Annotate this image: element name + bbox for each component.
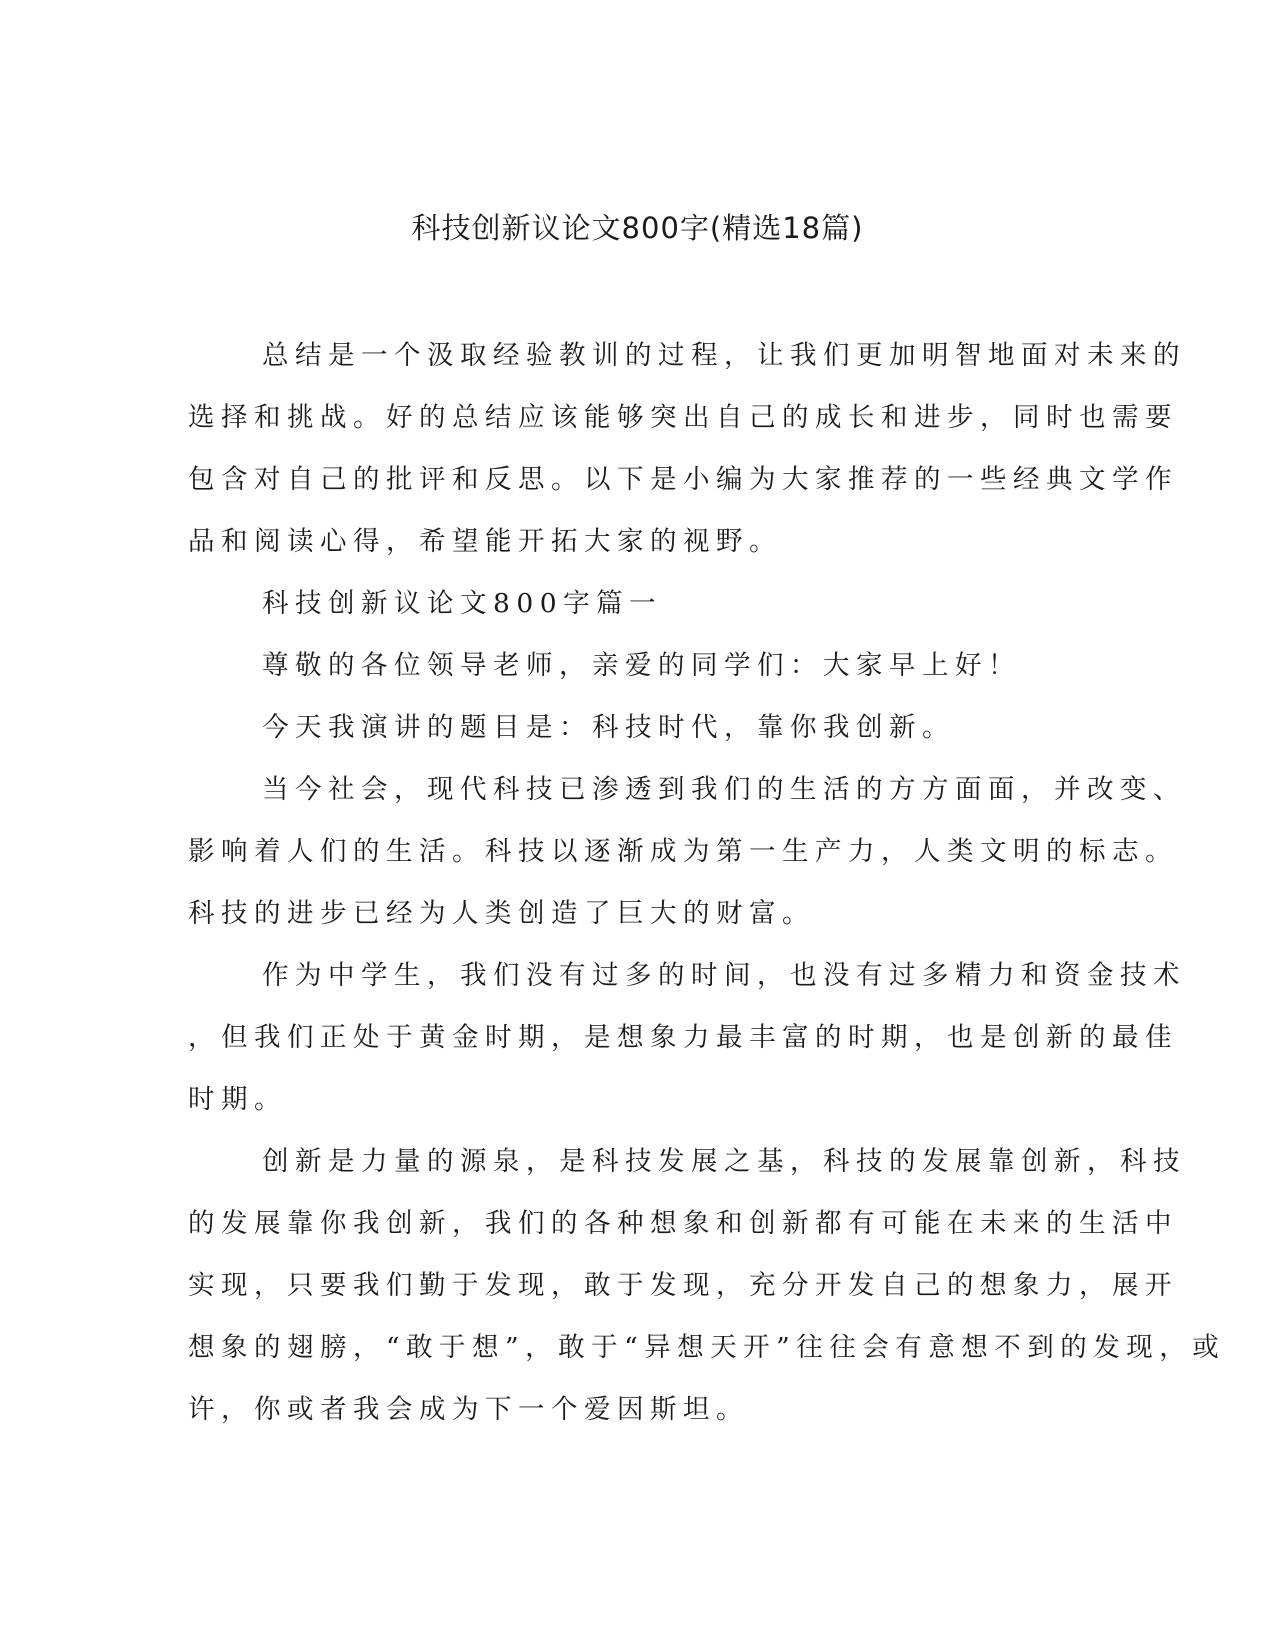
- text-line: 创新是力量的源泉，是科技发展之基，科技的发展靠创新，科技: [262, 1146, 1186, 1177]
- text-line: 的发展靠你我创新，我们的各种想象和创新都有可能在未来的生活中: [188, 1208, 1178, 1239]
- paragraph-innovation: [188, 1131, 1226, 1441]
- paragraph-greeting: [188, 635, 1080, 697]
- document-title: 科技创新议论文800字(精选18篇): [411, 211, 864, 245]
- paragraph-topic: [188, 697, 1080, 759]
- text-line: 时期。: [188, 1084, 287, 1115]
- text-line: 尊敬的各位领导老师，亲爱的同学们：大家早上好！: [262, 650, 1021, 681]
- text-line: 选择和挑战。好的总结应该能够突出自己的成长和进步，同时也需要: [188, 402, 1178, 433]
- text-line: 包含对自己的批评和反思。以下是小编为大家推荐的一些经典文学作: [188, 464, 1178, 495]
- document-body: [188, 325, 1226, 1441]
- text-line: 想象的翅膀，“敢于想”，敢于“异想天开”往往会有意想不到的发现，或: [188, 1332, 1226, 1363]
- paragraph-students: [188, 945, 1186, 1131]
- text-line: 总结是一个汲取经验教训的过程，让我们更加明智地面对未来的: [262, 340, 1186, 371]
- text-line: 今天我演讲的题目是：科技时代，靠你我创新。: [262, 712, 955, 743]
- text-line: 当今社会，现代科技已渗透到我们的生活的方方面面，并改变、: [262, 774, 1186, 805]
- text-line: ，但我们正处于黄金时期，是想象力最丰富的时期，也是创新的最佳: [188, 1022, 1178, 1053]
- text-line: 科技的进步已经为人类创造了巨大的财富。: [188, 898, 815, 929]
- text-line: 影响着人们的生活。科技以逐渐成为第一生产力，人类文明的标志。: [188, 836, 1178, 867]
- text-line: 许，你或者我会成为下一个爱因斯坦。: [188, 1394, 749, 1425]
- text-line: 品和阅读心得，希望能开拓大家的视野。: [188, 526, 782, 557]
- text-line: 科技创新议论文800字篇一: [262, 588, 663, 619]
- text-line: 作为中学生，我们没有过多的时间，也没有过多精力和资金技术: [262, 960, 1186, 991]
- section-heading: [188, 573, 1080, 635]
- text-line: 实现，只要我们勤于发现，敢于发现，充分开发自己的想象力，展开: [188, 1270, 1178, 1301]
- paragraph-society: [188, 759, 1186, 945]
- paragraph-intro: [188, 325, 1186, 573]
